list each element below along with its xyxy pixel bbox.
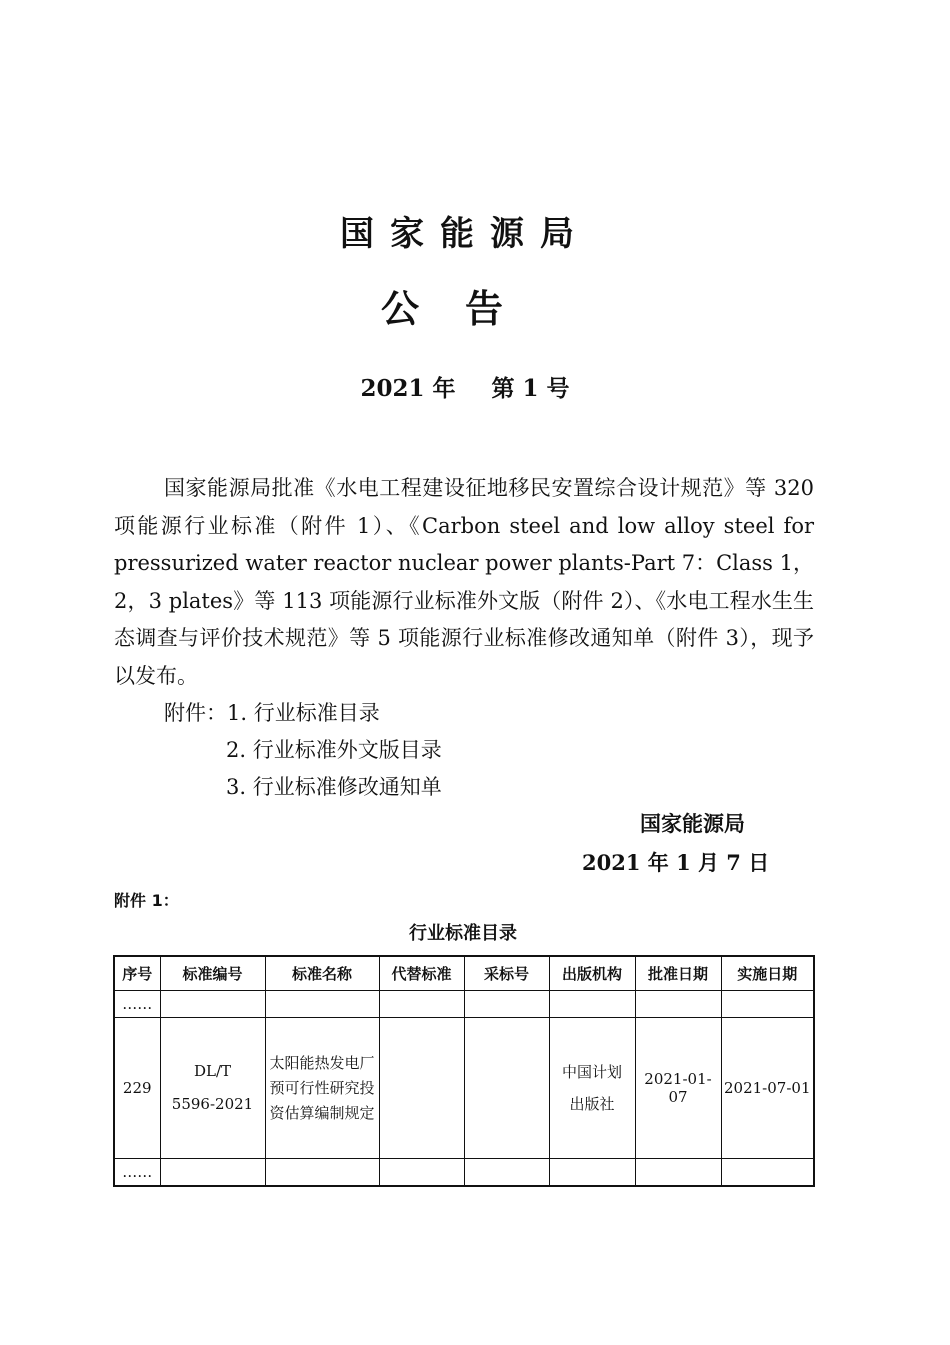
cell-publisher-line2: 出版社 [569,1095,615,1113]
cell-seq: 229 [114,1018,160,1159]
cell-publisher-line1: 中国计划 [561,1063,622,1081]
cell-code-number: 5596-2021 [171,1095,254,1113]
attachment-item-3: 3. 行业标准修改通知单 [226,775,442,799]
notice-body: 国家能源局批准《水电工程建设征地移民安置综合设计规范》等 320 项能源行业标准（附件 1）、《Carbon steel and low alloy steel for pressurized water reactor nuclear power plants-Part 7：Class 1，2，3 plates》等 113 项能源行业标准外文版（附件 2）、《水电工程水生生态调查与评价技术规范》等 5 项能源行业标准修改通知单（附件 3），现予以发布。 [114,476,814,688]
ellipsis-cell: …… [114,991,160,1018]
table-row-ellipsis-bottom [114,1159,814,1187]
agency-title: 国家能源局 [340,214,590,254]
col-header-name: 标准名称 [265,956,379,991]
table-header-row [114,956,814,991]
standards-catalog-table [113,955,815,1187]
attachment1-label: 附件 1： [114,891,179,910]
table-row-ellipsis-top [114,991,814,1018]
attachment-item-1: 附件：1. 行业标准目录 [164,701,380,725]
notice-year: 2021 年 [360,375,456,402]
notice-title: 公告 [380,287,549,331]
col-header-seq: 序号 [114,956,160,991]
ellipsis-cell: …… [114,1159,160,1187]
cell-replaced [379,1018,464,1159]
col-header-code: 标准编号 [160,956,265,991]
cell-name: 太阳能热发电厂预可行性研究投资估算编制规定 [265,1018,379,1159]
cell-code [160,1018,265,1159]
col-header-approval-date: 批准日期 [635,956,721,991]
table-row [114,1018,814,1159]
cell-adopted [464,1018,549,1159]
cell-approval-date: 2021-01-07 [635,1018,721,1159]
col-header-adopted: 采标号 [464,956,549,991]
col-header-effective-date: 实施日期 [721,956,814,991]
col-header-replaced: 代替标准 [379,956,464,991]
notice-issue: 第 1 号 [491,375,570,402]
signature-org: 国家能源局 [640,812,745,836]
attachment-item-2: 2. 行业标准外文版目录 [226,738,442,762]
catalog-title: 行业标准目录 [409,923,517,944]
notice-number [0,370,930,403]
cell-effective-date: 2021-07-01 [721,1018,814,1159]
signature-date: 2021 年 1 月 7 日 [582,850,770,875]
col-header-publisher: 出版机构 [549,956,635,991]
cell-code-prefix: DL/T [193,1062,232,1080]
cell-publisher [549,1018,635,1159]
